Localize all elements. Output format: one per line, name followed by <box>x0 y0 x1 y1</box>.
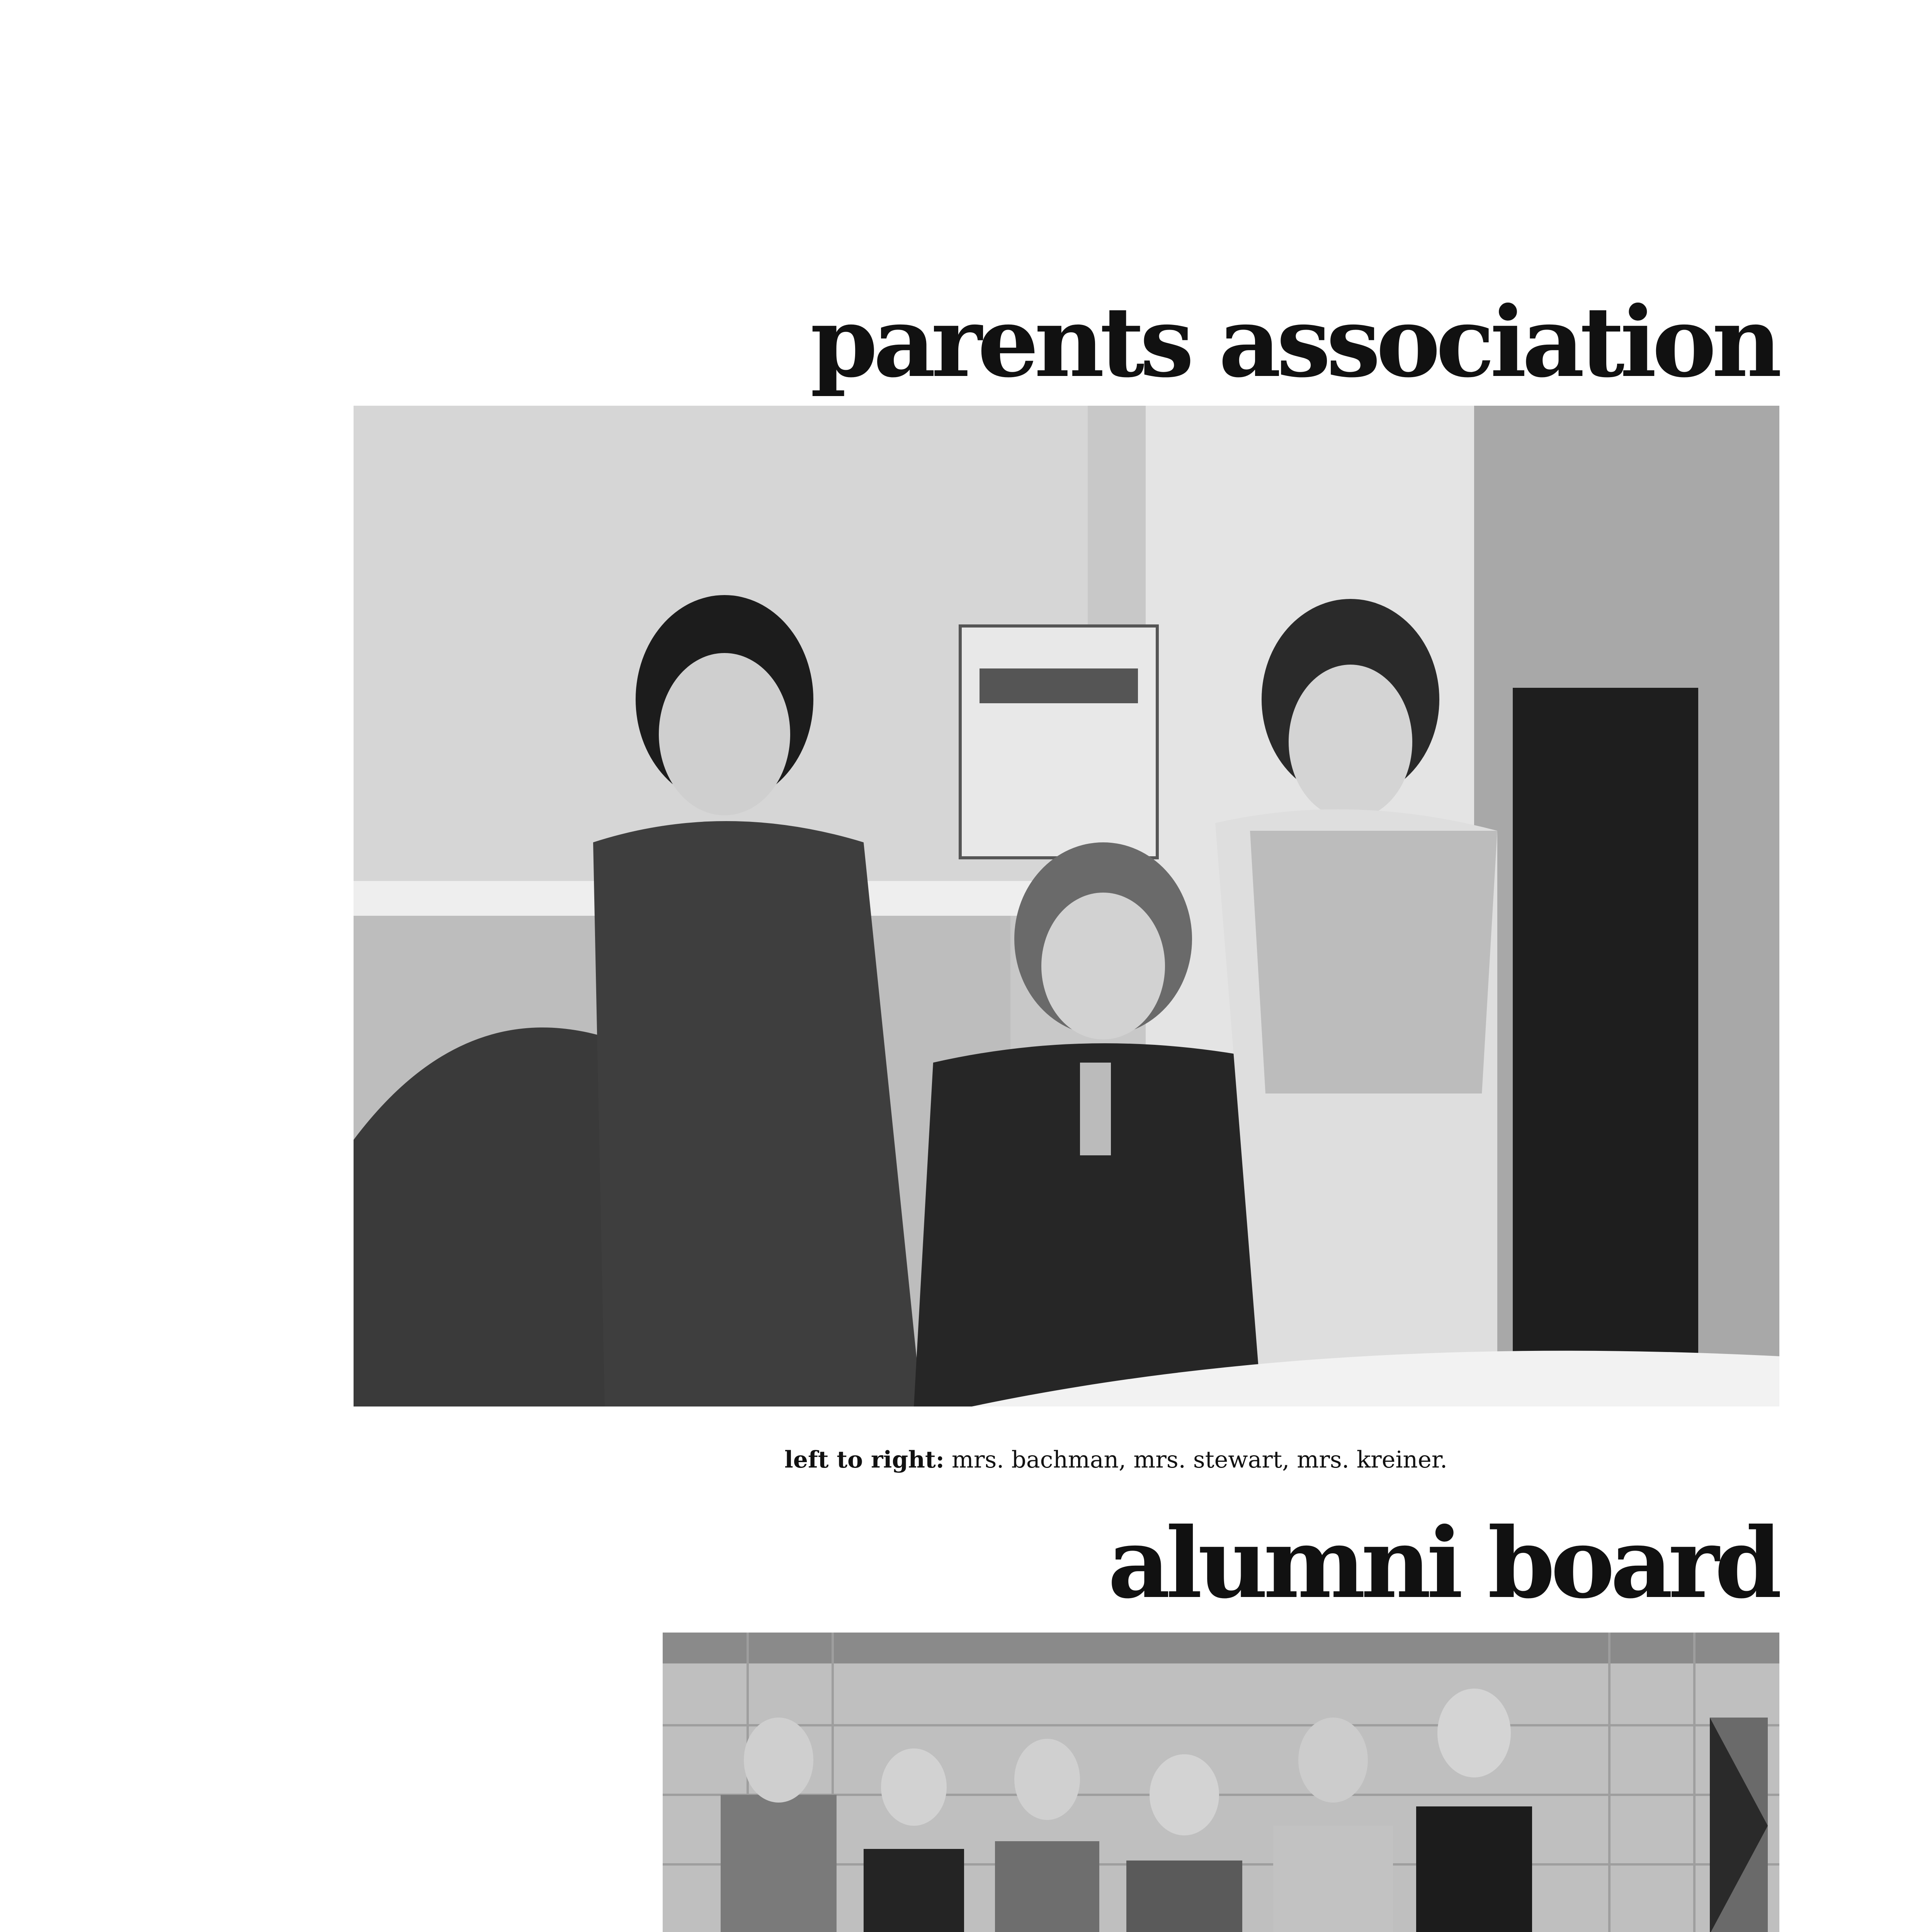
parents-association-caption <box>784 1445 1557 1475</box>
alumni-photo-illustration <box>663 1633 1779 1932</box>
parents-photo-illustration <box>354 406 1779 1406</box>
alumni-board-heading: alumni board <box>1107 1506 1777 1620</box>
parents-caption-lead: left to right: <box>784 1446 944 1473</box>
parents-association-photo <box>354 406 1779 1406</box>
parents-association-heading: parents association <box>810 285 1777 399</box>
parents-caption-names: mrs. bachman, mrs. stewart, mrs. kreiner. <box>944 1446 1447 1473</box>
alumni-board-photo <box>663 1633 1779 1932</box>
